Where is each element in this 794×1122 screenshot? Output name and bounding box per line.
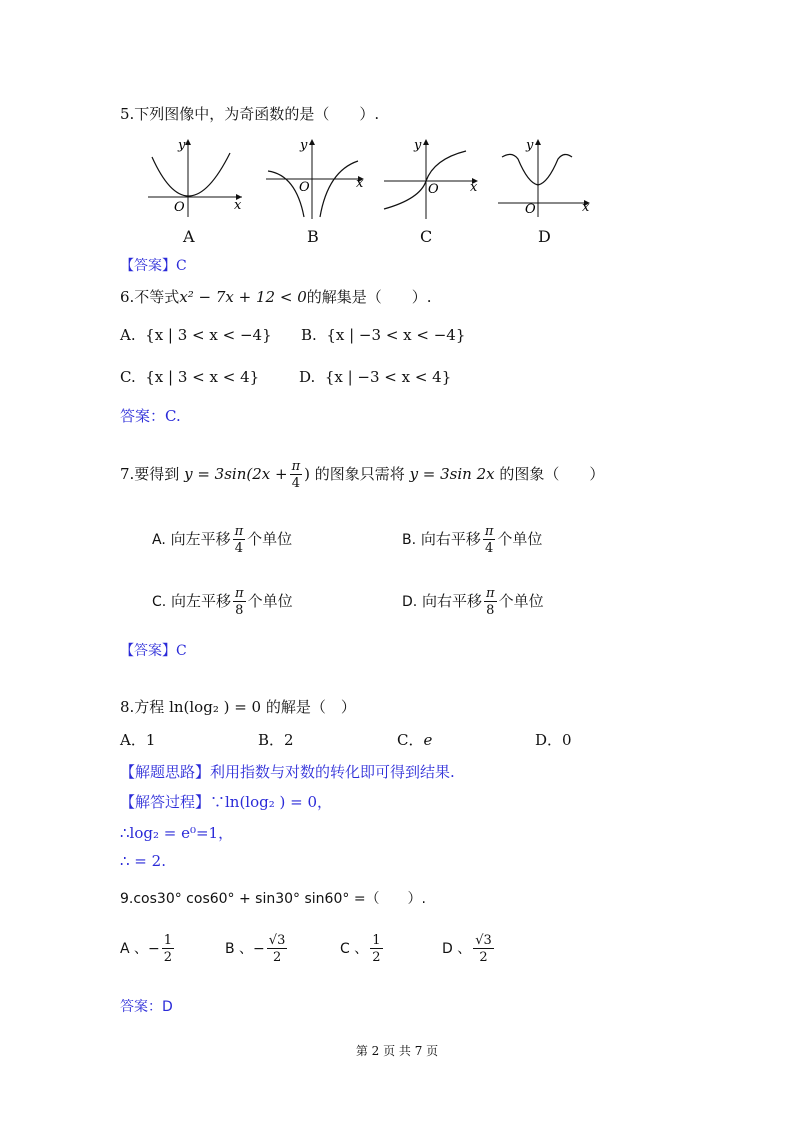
q6-option-d-text: {x | −3 < x < 4}	[324, 368, 452, 386]
q9-option-d-den: 2	[479, 950, 488, 965]
q8-step2: ∴ = 2.	[120, 852, 166, 870]
q6-option-c	[120, 368, 259, 386]
q9-option-d-label: D 、	[442, 941, 472, 957]
graph-c	[380, 135, 490, 220]
q9-option-c-den: 2	[372, 950, 381, 965]
q9-option-b-num: √3	[268, 933, 286, 948]
q6-option-c-text: {x | 3 < x < 4}	[145, 368, 260, 386]
q7-func1: y = 3sin(2x +	[184, 465, 288, 483]
q7-option-b-label: B.	[402, 532, 417, 548]
q6-option-b-text: {x | −3 < x < −4}	[326, 326, 466, 344]
q9-option-d-num: √3	[475, 933, 492, 948]
q7-option-a	[152, 525, 292, 555]
q9-option-b-label: B 、−	[225, 941, 265, 957]
q7-option-c-pre: 向左平移	[171, 592, 232, 610]
q9-option-a-den: 2	[163, 950, 173, 965]
q8-option-a: A．1	[120, 731, 156, 749]
q7-answer: 【答案】C	[120, 643, 187, 659]
q7-stem-pre: 7.要得到	[120, 465, 180, 483]
q5-answer: 【答案】C	[120, 258, 187, 274]
q7-option-c-label: C.	[152, 594, 167, 610]
q7-option-b-pre: 向右平移	[420, 530, 481, 548]
q7-option-b-post: 个单位	[497, 530, 543, 548]
q8-option-c-math: e	[423, 731, 433, 749]
graph-a-label: A	[183, 227, 195, 246]
q8-option-c-label: C．	[397, 731, 424, 749]
q7-option-a-label: A.	[152, 532, 166, 548]
q9-option-c-num: 1	[372, 933, 381, 948]
q6-stem-pre: 6.不等式	[120, 288, 180, 306]
q7-option-c-post: 个单位	[247, 592, 293, 610]
q7-func2: y = 3sin 2x	[409, 465, 495, 483]
graph-a-origin: O	[174, 200, 185, 215]
q9-option-c	[340, 934, 385, 964]
q7-option-b	[402, 525, 542, 555]
graph-b-label: B	[307, 227, 319, 246]
q9-option-c-label: C 、	[340, 941, 369, 957]
q9-option-a-label: A 、−	[120, 941, 160, 957]
q6-stem-math: x² − 7x + 12 < 0	[179, 288, 307, 306]
q8-option-c	[397, 729, 432, 750]
q6-option-a	[120, 326, 272, 344]
q9-option-a-num: 1	[163, 933, 173, 948]
q9-option-b	[225, 934, 289, 964]
graph-d-x-label: x	[582, 200, 590, 215]
q6-option-a-text: {x | 3 < x < −4}	[145, 326, 272, 344]
q7-func1-den: 4	[291, 476, 300, 491]
graph-b-x-label: x	[356, 176, 364, 191]
q7-stem	[120, 460, 604, 490]
q9-option-a	[120, 934, 176, 964]
q7-option-a-den: 4	[234, 541, 243, 556]
q6-option-d	[299, 368, 451, 386]
q7-stem-post: 的图象（ ）	[499, 465, 605, 483]
q5-stem: 5.下列图像中，为奇函数的是（ ）.	[120, 105, 380, 123]
q7-option-a-num: π	[234, 524, 244, 539]
q7-option-c-num: π	[235, 586, 244, 601]
graph-a-x-label: x	[234, 198, 242, 213]
q9-option-b-den: 2	[272, 950, 282, 965]
q9-option-d	[442, 934, 496, 964]
graph-b-y-label: y	[300, 138, 308, 153]
q8-stem: 8.方程 ln(log₂ ) = 0 的解是（ ）	[120, 698, 356, 716]
q6-stem-post: 的解集是（ ）.	[306, 288, 432, 306]
graph-c-label: C	[420, 227, 433, 246]
q7-func1-close: )	[304, 465, 310, 483]
graph-d-label: D	[538, 227, 551, 246]
q7-option-c	[152, 587, 293, 617]
q7-func1-num: π	[291, 459, 301, 474]
q6-stem	[120, 286, 432, 307]
graph-d-y-label: y	[526, 138, 534, 153]
q7-option-d-label: D.	[402, 594, 418, 610]
q7-option-b-num: π	[484, 524, 494, 539]
q7-stem-mid: 的图象只需将	[314, 465, 405, 483]
graph-d-origin: O	[525, 202, 536, 217]
q6-answer: 答案：C.	[120, 407, 181, 425]
q8-step1: ∴log₂ = e⁰=1，	[120, 824, 234, 842]
q7-option-d-post: 个单位	[498, 592, 544, 610]
q7-option-d	[402, 587, 544, 617]
q6-option-c-label: C.	[120, 368, 136, 386]
q8-option-b: B．2	[258, 731, 294, 749]
graph-c-x-label: x	[470, 180, 478, 195]
q7-option-d-pre: 向右平移	[422, 592, 483, 610]
q8-option-d: D．0	[535, 731, 572, 749]
q6-option-d-label: D.	[299, 368, 316, 386]
graph-a-y-label: y	[178, 138, 186, 153]
q7-option-b-den: 4	[484, 541, 494, 556]
q7-option-d-den: 8	[486, 603, 495, 618]
q6-option-b-label: B.	[301, 326, 317, 344]
graph-d	[496, 135, 596, 220]
q6-option-b	[301, 326, 465, 344]
graph-a	[140, 135, 250, 220]
page-footer: 第 2 页 共 7 页	[355, 1044, 439, 1058]
q7-option-a-pre: 向左平移	[170, 530, 231, 548]
q6-option-a-label: A.	[120, 326, 136, 344]
q9-answer: 答案：D	[120, 999, 173, 1015]
graph-c-y-label: y	[414, 138, 422, 153]
graph-c-origin: O	[428, 182, 439, 197]
graph-b-origin: O	[299, 180, 310, 195]
q8-idea: 【解题思路】利用指数与对数的转化即可得到结果.	[120, 763, 455, 781]
q7-option-a-post: 个单位	[247, 530, 293, 548]
q8-process: 【解答过程】∵ln(log₂ ) = 0，	[120, 793, 333, 811]
q9-stem: 9.cos30° cos60° + sin30° sin60° =（ ）.	[120, 891, 427, 907]
q7-option-c-den: 8	[235, 603, 244, 618]
q7-option-d-num: π	[486, 586, 495, 601]
graph-b	[262, 135, 374, 220]
